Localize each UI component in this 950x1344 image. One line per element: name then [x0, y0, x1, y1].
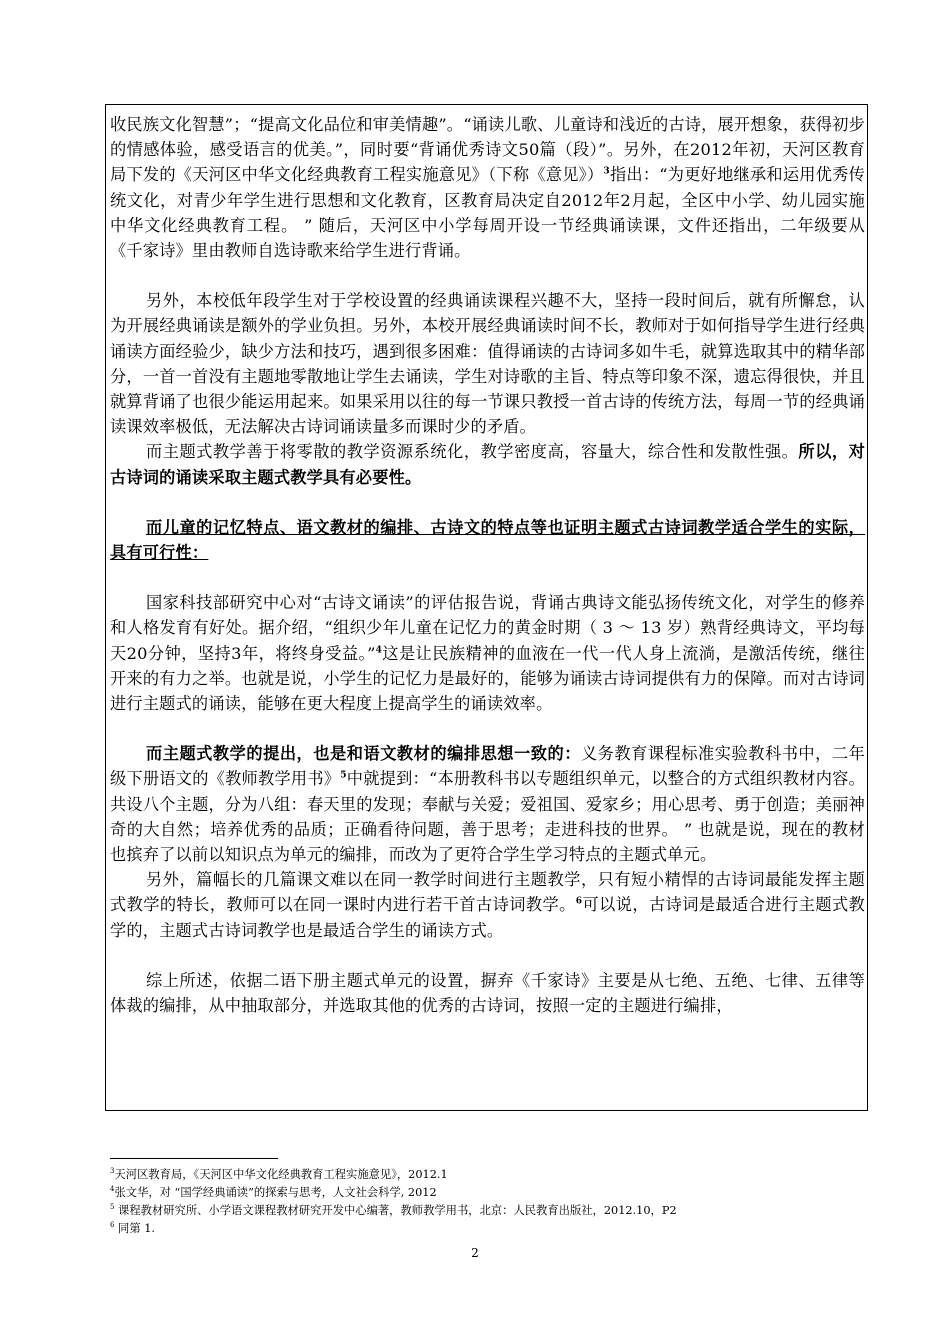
footnote-ref-5: 5 — [340, 771, 347, 782]
paragraph-6-text-b: 中就提到：“本册教科书以专题组织单元，以整合的方式组织教材内容。共设八个主题，分为八组：春天里的发现；奉献与关爱；爱祖国、爱家乡；用心思考、勇于创造；美丽神奇的大自然；培养优秀的品质；正确看待问题，善于思考；走进科技的世界。 ” 也就是说，现在的教材也摈弃了以前以知识点为单元的编排，而改为了更符合学生学习特点的主题式单元。 — [110, 769, 865, 865]
footnotes — [110, 1166, 870, 1238]
paragraph-5 — [110, 590, 865, 716]
main-text — [110, 112, 865, 1018]
footnote-3: $^3$天河区教育局，《天河区中华文化经典教育工程实施意见》，2012.1 — [110, 1167, 448, 1181]
footnote-separator — [110, 1158, 278, 1159]
paragraph-5-text-b: 这是让民族精神的血液在一代一代人身上流淌，是激活传统，继往开来的有力之举。也就是说，小学生的记忆力是最好的，能够为诵读古诗词提供有力的保障。而对古诗词进行主题式的诵读，能够在更大程度上提高学生的诵读效率。 — [110, 643, 865, 714]
footnote-ref-6: 6 — [575, 897, 583, 908]
paragraph-8: 综上所述，依据二语下册主题式单元的设置，摒弃《千家诗》主要是从七绝、五绝、七律、五律等体裁的编排，从中抽取部分，并选取其他的优秀的古诗词，按照一定的主题进行编排， — [110, 970, 865, 1016]
footnote-4: $^4$张文华，对 “国学经典诵读”的探索与思考，人文社会科学, 2012 — [110, 1185, 437, 1199]
paragraph-6 — [110, 741, 865, 867]
paragraph-7-text-a: 另外，篇幅长的几篇课文难以在同一教学时间进行主题教学，只有短小精悍的古诗词最能发挥主题式教学的特长，教师可以在同一课时内进行若干首古诗词教学。 — [110, 870, 865, 915]
page-number: 2 — [471, 1246, 479, 1260]
footnote-ref-4: 4 — [375, 645, 383, 656]
footnote-5: $^5$ 课程教材研究所、小学语文课程教材研究开发中心编著，教师教学用书，北京：人民教育出版社，2012.10，P2 — [110, 1203, 677, 1217]
paragraph-6-text-a: 义务教育课程标准实验教科书中，二年级下册语文的《教师教学用书》 — [110, 744, 865, 789]
paragraph-7-text-b: 可以说，古诗词是最适合进行主题式教学的，主题式古诗词教学也是最适合学生的诵读方式。 — [110, 895, 865, 940]
paragraph-1 — [110, 112, 865, 263]
paragraph-6-bold: 而主题式教学的提出，也是和语文教材的编排思想一致的： — [146, 744, 581, 764]
paragraph-3 — [110, 439, 865, 489]
paragraph-5-text-a: 国家科技部研究中心对“古诗文诵读”的评估报告说，背诵古典诗文能弘扬传统文化，对学生的修养和人格发育有好处。据介绍，“组织少年儿童在记忆力的黄金时期（ 3 ～ 13 岁）熟背经典诗文，平均每天20分钟，坚持3年，将终身受益。” — [110, 593, 865, 663]
footnote-ref-3: 3 — [603, 167, 610, 178]
paragraph-7 — [110, 867, 865, 943]
paragraph-1-text-b: 指出：“为更好地继承和运用优秀传统文化，对青少年学生进行思想和文化教育，区教育局决定自2012年2月起，全区中小学、幼儿园实施中华文化经典教育工程。 ” 随后，天河区中小学每周开设一节经典诵读课，文件还指出，二年级要从《千家诗》里由教师自选诗歌来给学生进行背诵。 — [110, 165, 866, 261]
paragraph-3-text: 而主题式教学善于将零散的教学资源系统化，教学密度高，容量大，综合性和发散性强。 — [146, 442, 799, 462]
paragraph-2: 另外，本校低年段学生对于学校设置的经典诵读课程兴趣不大，坚持一段时间后，就有所懈怠，认为开展经典诵读是额外的学业负担。另外，本校开展经典诵读时间不长，教师对于如何指导学生进行经典诵读方面经验少，缺少方法和技巧，遇到很多困难：值得诵读的古诗词多如牛毛，就算选取其中的精华部分，一首一首没有主题地零散地让学生去诵读，学生对诗歌的主旨、特点等印象不深，遗忘得很快，并且就算背诵了也很少能运用起来。如果采用以往的每一节课只教授一首古诗的传统方法，每周一节的经典诵读课效率极低，无法解决古诗词诵读量多而课时少的矛盾。 — [110, 291, 865, 437]
paragraph-3-bold: 所以，对古诗词的诵读采取主题式教学具有必要性。 — [110, 442, 865, 487]
paragraph-1-text-a: 收民族文化智慧”；“提高文化品位和审美情趣”。“诵读儿歌、儿童诗和浅近的古诗，展开想象，获得初步的情感体验，感受语言的优美。”，同时要“背诵优秀诗文50篇（段）”。另外，在2012年初，天河区教育局下发的《天河区中华文化经典教育工程实施意见》（下称《意见》） — [110, 115, 865, 185]
footnote-6: $^6$ 同第 1. — [110, 1221, 156, 1235]
paragraph-4-heading: 而儿童的记忆特点、语文教材的编排、古诗文的特点等也证明主题式古诗词教学适合学生的实际，具有可行性： — [110, 517, 865, 563]
